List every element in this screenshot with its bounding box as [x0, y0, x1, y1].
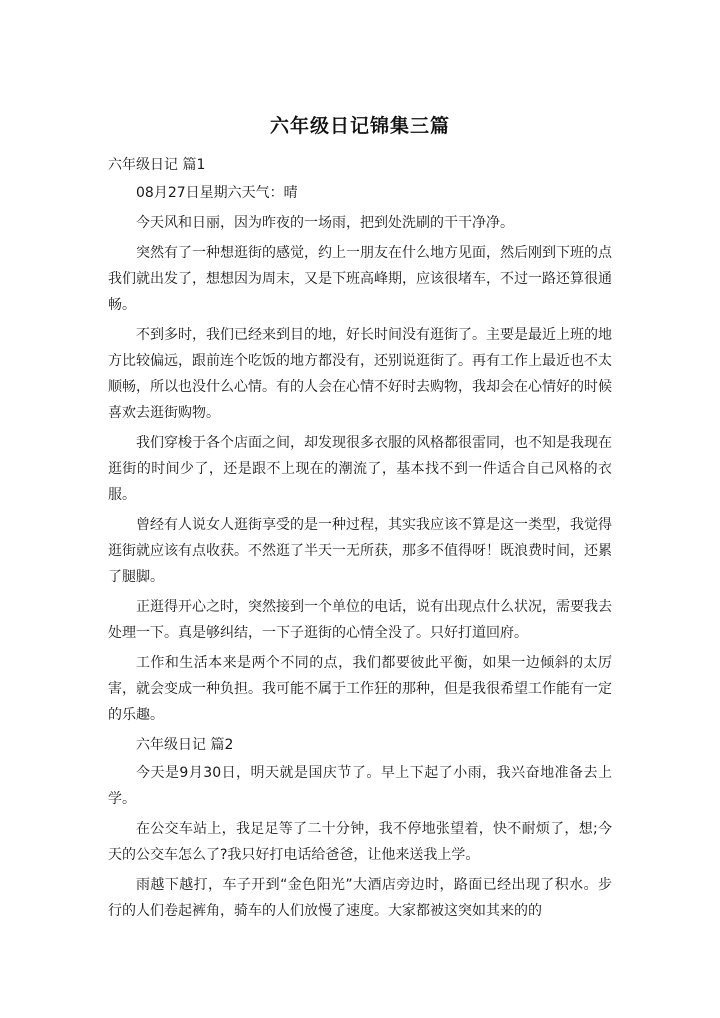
document-title: 六年级日记锦集三篇: [269, 115, 450, 137]
section-1-paragraph: 不到多时，我们已经来到目的地，好长时间没有逛街了。主要是最近上班的地方比较偏远，跟前连个吃饭的地方都没有，还别说逛街了。再有工作上最近也不太顺畅，所以也没什么心情。有的人会在心情不好时去购物，我却会在心情好的时候喜欢去逛街购物。: [108, 327, 612, 421]
section-1-paragraph: 曾经有人说女人逛街享受的是一种过程，其实我应该不算是这一类型，我觉得逛街就应该有点收获。不然逛了半天一无所获，那多不值得呀！既浪费时间，还累了腿脚。: [108, 517, 612, 585]
section-1-paragraph: 我们穿梭于各个店面之间，却发现很多衣服的风格都很雷同，也不知是我现在逛街的时间少了，还是跟不上现在的潮流了，基本找不到一件适合自己风格的衣服。: [108, 435, 612, 503]
section-1-paragraph: 正逛得开心之时，突然接到一个单位的电话，说有出现点什么状况，需要我去处理一下。真是够纠结，一下子逛街的心情全没了。只好打道回府。: [108, 599, 612, 641]
section-1-paragraph: 突然有了一种想逛街的感觉，约上一朋友在什么地方见面，然后刚到下班的点我们就出发了，想想因为周末，又是下班高峰期，应该很堵车，不过一路还算很通畅。: [108, 245, 612, 313]
section-2-paragraph: 雨越下越打，车子开到“金色阳光”大酒店旁边时，路面已经出现了积水。步行的人们卷起裤角，骑车的人们放慢了速度。大家都被这突如其来的的: [108, 877, 612, 919]
section-2-paragraph: 今天是9月30日，明天就是国庆节了。早上下起了小雨，我兴奋地准备去上学。: [108, 765, 612, 807]
section-1-paragraph: 今天风和日丽，因为昨夜的一场雨，把到处洗刷的干干净净。: [136, 215, 514, 231]
section-1-date-weather: 08月27日星期六天气：晴: [136, 185, 298, 201]
section-1: [108, 152, 612, 728]
section-1-heading: 六年级日记 篇1: [108, 157, 206, 173]
section-2-paragraph: 在公交车站上，我足足等了二十分钟，我不停地张望着，快不耐烦了，想;今天的公交车怎么了?我只好打电话给爸爸，让他来送我上学。: [108, 821, 612, 863]
section-1-paragraph: 工作和生活本来是两个不同的点，我们都要彼此平衡，如果一边倾斜的太厉害，就会变成一种负担。我可能不属于工作狂的那种，但是我很希望工作能有一定的乐趣。: [108, 655, 612, 723]
section-2: [108, 732, 612, 924]
section-2-heading: 六年级日记 篇2: [136, 737, 234, 753]
